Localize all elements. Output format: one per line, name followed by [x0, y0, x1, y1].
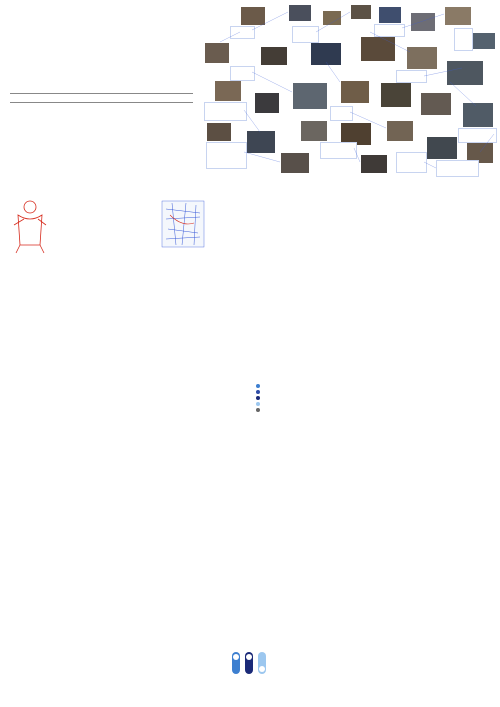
divider [10, 102, 193, 103]
legend [256, 384, 262, 412]
workshop-2 [160, 185, 325, 285]
divider [10, 93, 193, 94]
legend-item [256, 408, 262, 412]
photo-collage [200, 2, 498, 178]
workshop-3 [330, 185, 490, 285]
me-map [10, 434, 168, 530]
typologies-map [252, 306, 492, 420]
chart-area [30, 536, 490, 636]
annotation-connectors [200, 2, 498, 178]
workshops-row [10, 185, 490, 285]
legend-item [256, 402, 262, 406]
symposium-logo [218, 648, 282, 704]
narratives-bar-chart [30, 536, 490, 636]
world-map [334, 434, 492, 530]
workshop-1-drawing [10, 195, 52, 255]
intro-col2 [104, 106, 192, 108]
workshop-1 [10, 185, 170, 285]
legend-item [256, 384, 262, 388]
workshop-2-drawing [160, 199, 206, 249]
intro-col1 [10, 106, 98, 108]
legend-item [256, 396, 262, 400]
community-map [172, 434, 330, 530]
legend-item [256, 390, 262, 394]
narratives-map [10, 306, 250, 420]
pps-badge-icon [218, 648, 282, 680]
